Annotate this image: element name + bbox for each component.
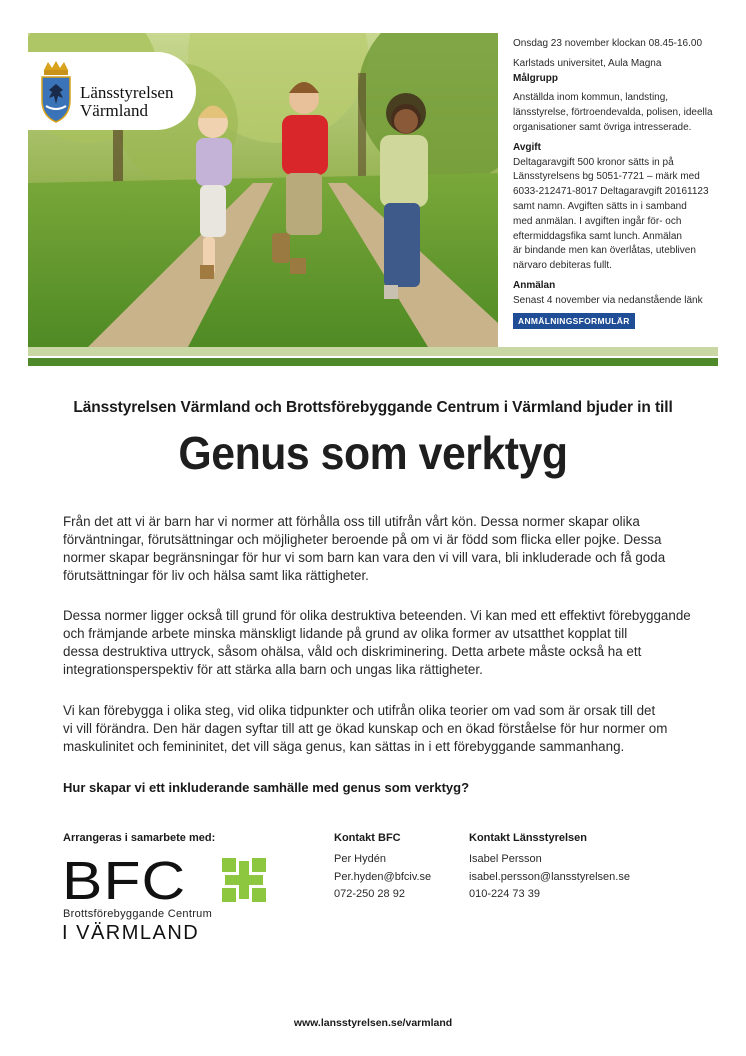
fee-line: samt namn. Avgiften sätts in i samband [513,200,687,212]
paragraph-line: integrationsperspektiv för att stärka alla barn och ungas lika rättigheter. [63,662,483,677]
fee-line: eftermiddagsfika samt lunch. Anmälan [513,230,682,242]
lansstyrelsen-logo [28,52,196,130]
bfc-cross-icon [222,858,266,902]
coat-of-arms-icon [40,60,72,124]
arranged-label: Arrangeras i samarbete med: [63,832,216,844]
divider-dark [28,358,718,366]
paragraph-line: Vi kan förebygga i olika steg, vid olika tidpunkter och utifrån olika teorier om vad som är orsak till det [63,703,656,718]
event-info-column [513,37,718,329]
fee-line: Länsstyrelsens bg 5051-7721 – märk med [513,171,700,183]
divider-light [28,347,718,356]
target-line: Anställda inom kommun, landsting, [513,92,669,104]
signup-form-button[interactable]: ANMÄLNINGSFORMULÄR [513,313,635,329]
target-line: länsstyrelse, förtroendevalda, polisen, ideella [513,107,713,119]
bfc-logo-subtitle: Brottsförebyggande Centrum [63,908,213,920]
bfc-logo [62,851,268,948]
page-title: Genus som verktyg [178,427,568,479]
signup-heading: Anmälan [513,279,556,291]
logo-text-line2: Värmland [80,101,148,120]
paragraph-line: maskulinitet och femininitet, det vill säga genus, kan sättas in i ett förebyggande sammanhang. [63,739,625,754]
key-question: Hur skapar vi ett inkluderande samhälle med genus som verktyg? [63,780,470,795]
contact-bfc-email[interactable]: Per.hyden@bfciv.se [334,870,432,883]
target-heading: Målgrupp [513,72,558,84]
contact-lansstyrelsen-name: Isabel Persson [469,853,542,865]
contact-lansstyrelsen-phone: 010-224 73 39 [469,888,540,900]
fee-line: är bindande men kan överlåtas, utebliven [513,245,696,257]
paragraph-2 [63,607,703,679]
invite-line: Länsstyrelsen Värmland och Brottsförebyggande Centrum i Värmland bjuder in till [73,399,673,416]
contact-lansstyrelsen-heading: Kontakt Länsstyrelsen [469,832,587,844]
contact-bfc-name: Per Hydén [334,853,386,865]
paragraph-line: Från det att vi är barn har vi normer att förhålla oss till utifrån vårt kön. Dessa normer skapar olika [63,514,640,529]
contact-bfc-phone: 072-250 28 92 [334,888,405,900]
logo-wordmark [80,84,173,120]
paragraph-line: Dessa normer ligger också till grund för olika destruktiva beteenden. Vi kan med ett effektivt förebyggande [63,608,691,623]
fee-heading: Avgift [513,141,541,153]
paragraph-line: dessa destruktiva uttryck, såsom ohälsa, våld och diskriminering. Detta arbete måste också ha ett [63,644,642,659]
event-date: Onsdag 23 november klockan 08.45-16.00 [513,38,703,49]
fee-line: närvaro debiteras fullt. [513,260,612,272]
paragraph-1 [63,513,703,585]
paragraph-line: vi vill förändra. Den här dagen syftar till att ge ökad kunskap och en ökad förståelse för hur normer om [63,721,668,736]
bfc-logo-letters: BFC [62,851,187,911]
contact-lansstyrelsen-email[interactable]: isabel.persson@lansstyrelsen.se [469,870,630,883]
contact-lansstyrelsen [469,832,630,904]
event-place: Karlstads universitet, Aula Magna [513,57,662,69]
fee-line: Deltagaravgift 500 kronor sätts in på [513,156,674,168]
paragraph-line: förväntningar, förutsättningar och möjligheter beroende på om vi är född som flicka eller pojke. Dessa [63,532,662,547]
fee-line: 6033-212471-8017 Deltagaravgift 20161123 [513,186,709,198]
paragraph-line: och främjande arbete minska mänskligt lidande på grund av olika former av utsatthet kopplat till [63,626,628,641]
paragraph-3 [63,702,703,756]
contact-bfc [334,832,431,904]
bfc-logo-region: I VÄRMLAND [62,922,200,944]
target-line: organisationer samt övriga intresserade. [513,121,692,133]
logo-text-line1: Länsstyrelsen [80,83,174,102]
contact-bfc-heading: Kontakt BFC [334,832,401,844]
paragraph-line: förutsättningar för liv och hälsa samt lika rättigheter. [63,568,369,583]
paragraph-line: normer skapar begränsningar för hur vi som barn kan vara den vi vill vara, bli inkluderade och få goda [63,550,666,565]
website-link[interactable]: www.lansstyrelsen.se/varmland [293,1017,453,1029]
fee-line: med anmälan. I avgiften ingår för- och [513,215,682,227]
signup-deadline: Senast 4 november via nedanstående länk [513,294,703,306]
